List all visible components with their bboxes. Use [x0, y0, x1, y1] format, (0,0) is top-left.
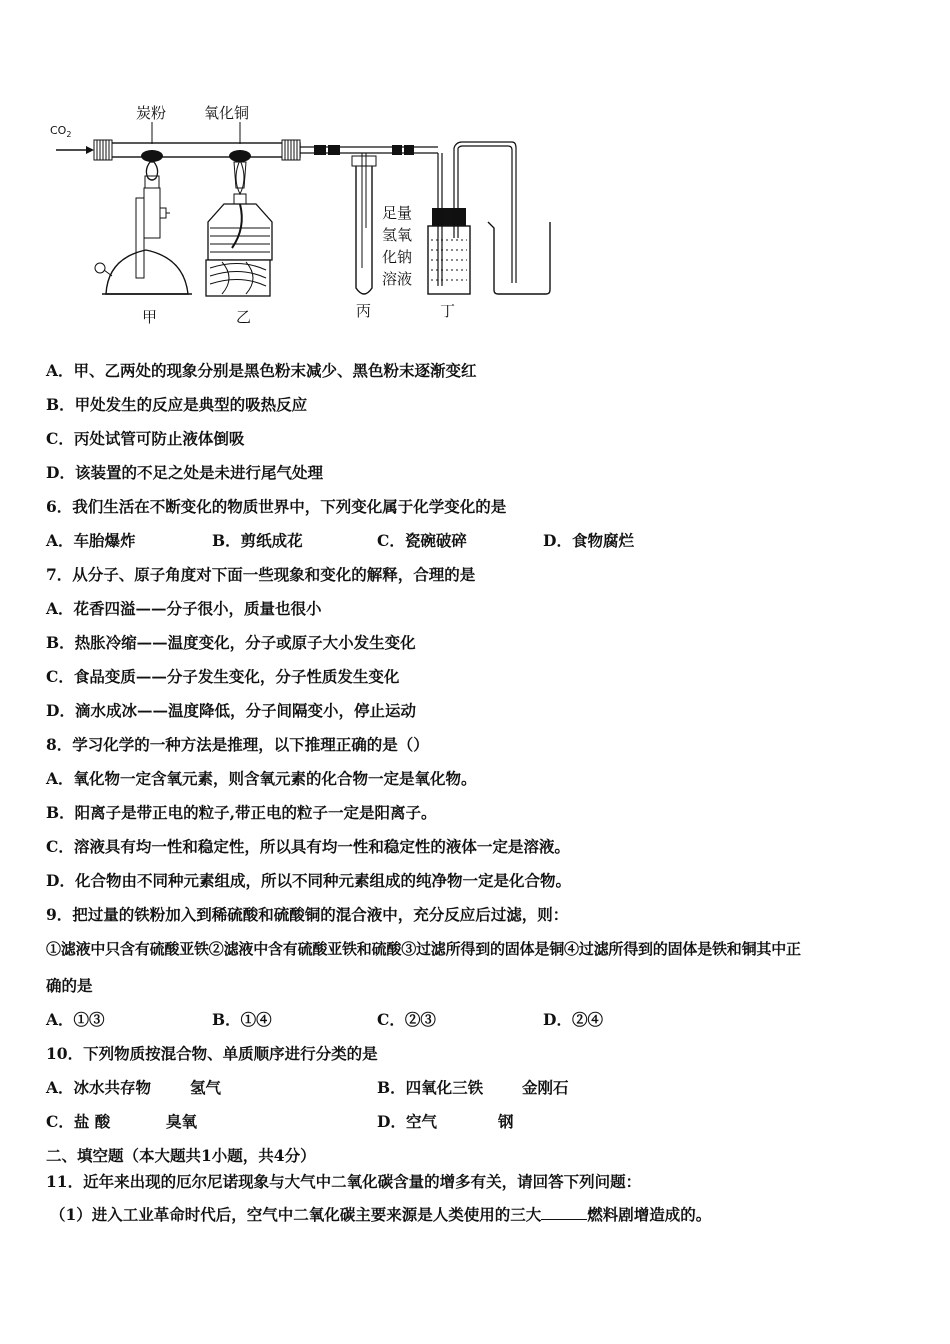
- q5-option-a: A．甲、乙两处的现象分别是黑色粉末减少、黑色粉末逐渐变红: [46, 361, 477, 380]
- q10-option-d: D．空气: [377, 1112, 437, 1131]
- q9-option-b: B．①④: [212, 1010, 272, 1029]
- label-bing: 丙: [356, 302, 372, 320]
- svg-text:化钠: 化钠: [382, 248, 413, 266]
- q8-option-c: C．溶液具有均一性和稳定性，所以具有均一性和稳定性的液体一定是溶液。: [46, 837, 570, 856]
- q11-sub1-after: 燃料剧增造成的。: [587, 1205, 712, 1224]
- q5-option-d: D．该装置的不足之处是未进行尾气处理: [46, 463, 323, 482]
- q6-option-d: D．食物腐烂: [543, 531, 634, 550]
- answer-blank[interactable]: [541, 1205, 587, 1220]
- q9-option-a: A．①③: [46, 1010, 105, 1029]
- beaker: [488, 222, 550, 294]
- svg-text:溶液: 溶液: [382, 270, 413, 288]
- q9-option-c: C．②③: [377, 1010, 436, 1029]
- q10-option-b: B．四氧化三铁: [377, 1078, 484, 1097]
- svg-text:足量: 足量: [382, 204, 413, 222]
- q8-option-b: B．阳离子是带正电的粒子,带正电的粒子一定是阳离子。: [46, 803, 437, 822]
- q7-stem: 7．从分子、原子角度对下面一些现象和变化的解释，合理的是: [46, 565, 476, 584]
- q5-option-c: C．丙处试管可防止液体倒吸: [46, 429, 245, 448]
- cuo-label: 氧化铜: [204, 104, 250, 122]
- combustion-tube: [108, 143, 300, 157]
- q11-sub1-before: （1）进入工业革命时代后，空气中二氧化碳主要来源是人类使用的三大: [50, 1205, 542, 1224]
- svg-text:氢氧: 氢氧: [382, 226, 413, 244]
- q10-option-c-second: 臭氧: [166, 1112, 198, 1131]
- q10-option-a: A．冰水共存物: [46, 1078, 152, 1097]
- q10-option-d-second: 钢: [498, 1112, 514, 1131]
- q5-option-b: B．甲处发生的反应是典型的吸热反应: [46, 395, 308, 414]
- q9-stem-end: 确的是: [46, 976, 93, 995]
- q8-option-a: A．氧化物一定含氧元素，则含氧元素的化合物一定是氧化物。: [46, 769, 477, 788]
- q11-sub1: [50, 1205, 711, 1225]
- co2-label: $CO_2$: [50, 124, 72, 139]
- q7-option-c: C．食品变质——分子发生变化，分子性质发生变化: [46, 667, 400, 686]
- q9-statements: ①滤液中只含有硫酸亚铁②滤液中含有硫酸亚铁和硫酸③过滤所得到的固体是铜④过滤所得到的固体是铁和铜其中正: [46, 940, 801, 958]
- q10-option-b-second: 金刚石: [522, 1078, 569, 1097]
- label-ding: 丁: [440, 302, 456, 320]
- q9-stem: 9．把过量的铁粉加入到稀硫酸和硫酸铜的混合液中，充分反应后过滤，则：: [46, 905, 569, 924]
- q6-option-c: C．瓷碗破碎: [377, 531, 467, 550]
- burner-jia: [95, 162, 192, 294]
- left-stopper: [94, 140, 112, 160]
- label-jia: 甲: [142, 308, 158, 326]
- q11-stem: 11．近年来出现的厄尔尼诺现象与大气中二氧化碳含量的增多有关，请回答下列问题：: [46, 1172, 642, 1191]
- q10-option-a-second: 氢气: [190, 1078, 222, 1097]
- q6-stem: 6．我们生活在不断变化的物质世界中，下列变化属于化学变化的是: [46, 497, 507, 516]
- q6-option-a: A．车胎爆炸: [46, 531, 136, 550]
- label-yi: 乙: [236, 308, 252, 326]
- naoh-label: [382, 204, 412, 288]
- gas-bottle-ding: [428, 142, 516, 294]
- q10-stem: 10．下列物质按混合物、单质顺序进行分类的是: [46, 1044, 378, 1063]
- q7-option-d: D．滴水成冰——温度降低，分子间隔变小，停止运动: [46, 701, 416, 720]
- q8-option-d: D．化合物由不同种元素组成，所以不同种元素组成的纯净物一定是化合物。: [46, 871, 571, 890]
- carbon-label: 炭粉: [136, 104, 167, 122]
- q6-option-b: B．剪纸成花: [212, 531, 303, 550]
- apparatus-figure: [46, 98, 566, 328]
- alcohol-lamp-yi: [206, 160, 272, 296]
- q8-stem: 8．学习化学的一种方法是推理，以下推理正确的是（）: [46, 735, 429, 754]
- q10-option-c: C．盐 酸: [46, 1112, 111, 1131]
- test-tube-bing: [352, 153, 376, 294]
- carbon-powder: [141, 150, 163, 162]
- q9-option-d: D．②④: [543, 1010, 603, 1029]
- q7-option-b: B．热胀冷缩——温度变化，分子或原子大小发生变化: [46, 633, 416, 652]
- right-stopper: [282, 140, 300, 160]
- section-heading: 二、填空题（本大题共1小题，共4分）: [46, 1146, 316, 1165]
- q7-option-a: A．花香四溢——分子很小，质量也很小: [46, 599, 322, 618]
